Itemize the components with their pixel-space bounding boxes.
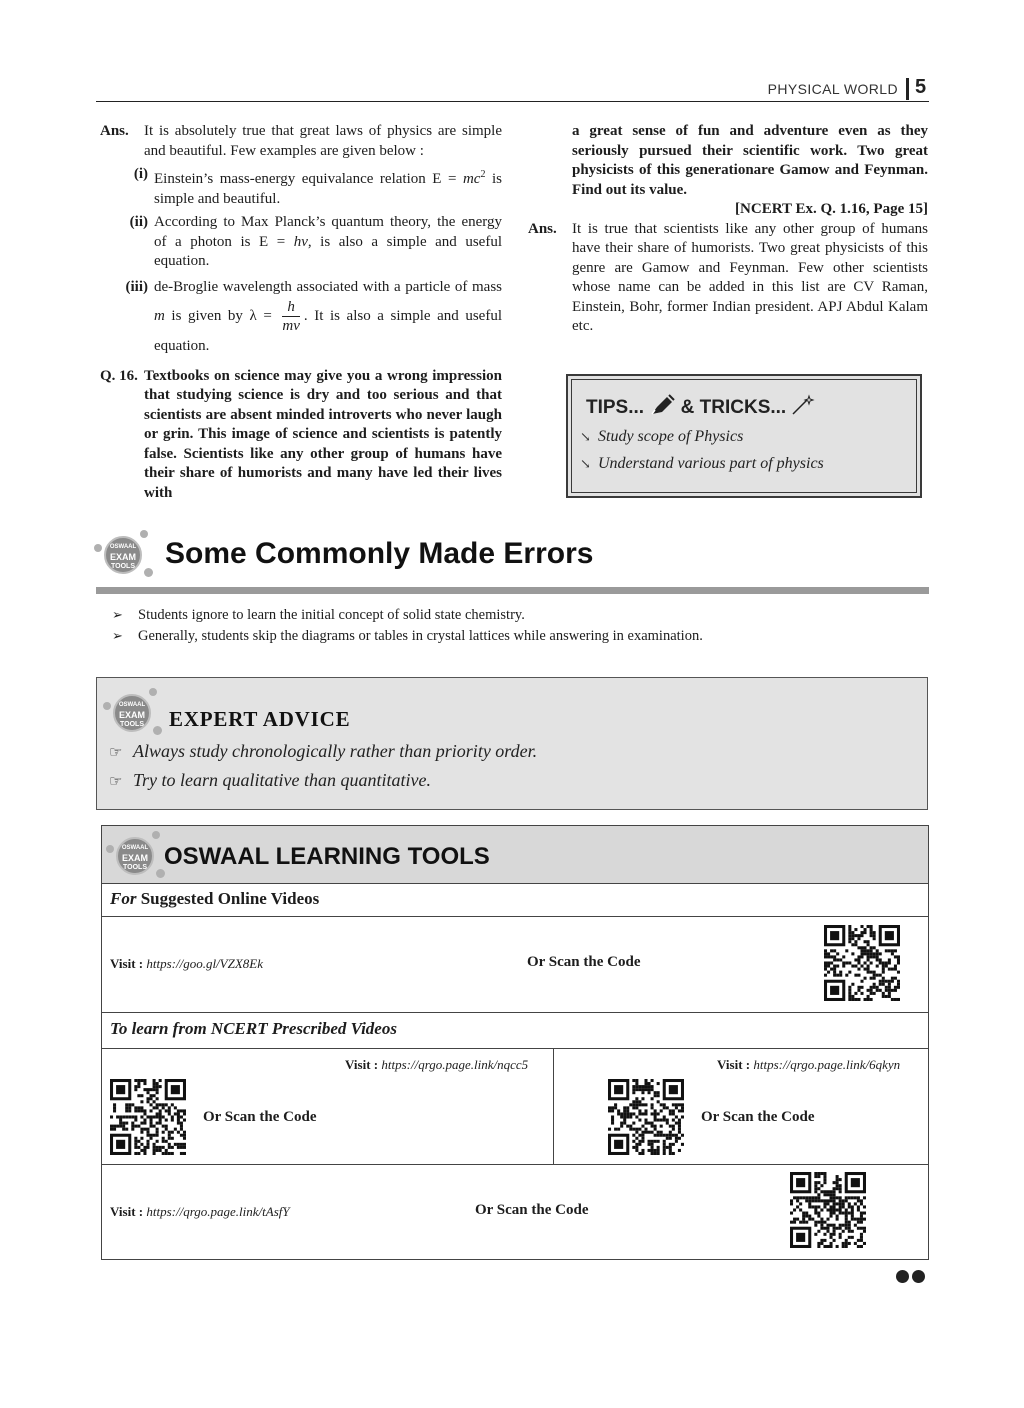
question-text: a great sense of fun and adventure even as they seriously pursued their scientific work. Two great physicists of this generationare Gamow and Feynman. Find out its value. bbox=[572, 123, 928, 198]
logo-text: OSWAAL bbox=[121, 845, 149, 851]
answer-text: It is true that scientists like any other group of humans have their share of humorists. Two great physicists of this genre are Gamow and Feynman. Few other scientists whose name can be added in this list are CV Raman, Einstein, Bohr, former Indian president. APJ Abdul Kalam etc. bbox=[572, 220, 928, 334]
right-column bbox=[528, 122, 928, 337]
header-rule bbox=[96, 101, 929, 102]
scan-code-label: Or Scan the Code bbox=[527, 954, 641, 970]
logo-text: EXAM bbox=[118, 710, 145, 720]
ncert-video-row-3 bbox=[102, 1165, 928, 1259]
logo-text: TOOLS bbox=[120, 721, 144, 728]
advice-item bbox=[109, 770, 431, 791]
visit-url[interactable]: https://goo.gl/VZX8Ek bbox=[146, 956, 263, 971]
visit-link[interactable] bbox=[110, 956, 263, 972]
ncert-videos-heading: To learn from NCERT Prescribed Videos bbox=[110, 1019, 397, 1038]
ncert-videos-row bbox=[102, 1049, 928, 1165]
error-item bbox=[112, 607, 525, 624]
sparkle-arrow-icon: ↘ bbox=[580, 429, 591, 444]
expert-advice-title: EXPERT ADVICE bbox=[169, 707, 351, 731]
visit-link[interactable] bbox=[110, 1204, 290, 1220]
logo-text: EXAM bbox=[121, 853, 148, 863]
answer-intro: It is absolutely true that great laws of physics are simple and beautiful. Few examples are given below : bbox=[144, 123, 502, 159]
visit-link[interactable] bbox=[717, 1057, 900, 1073]
learning-tools-table bbox=[101, 825, 929, 1260]
variable: m bbox=[154, 307, 165, 324]
left-column bbox=[100, 122, 502, 503]
cell-divider bbox=[553, 1049, 554, 1164]
online-videos-heading bbox=[102, 883, 928, 915]
qr-code-icon[interactable] bbox=[608, 1079, 684, 1155]
item-text: is given by λ = bbox=[164, 307, 279, 324]
dot-icon bbox=[912, 1270, 925, 1283]
online-videos-heading-row bbox=[102, 883, 928, 917]
fraction-numerator: h bbox=[282, 298, 300, 317]
item-text: de-Broglie wavelength associated with a particle of mass bbox=[154, 278, 502, 295]
answer-item bbox=[100, 213, 502, 272]
item-text: According to Max Planck’s quantum theory, the energy of a photon is E = bbox=[154, 214, 502, 250]
visit-url[interactable]: https://qrgo.page.link/6qkyn bbox=[753, 1057, 901, 1072]
scan-code-label: Or Scan the Code bbox=[203, 1109, 317, 1125]
fraction bbox=[282, 298, 300, 335]
online-videos-row bbox=[102, 917, 928, 1013]
qr-code-icon[interactable] bbox=[824, 925, 900, 1001]
item-label: (ii) bbox=[129, 214, 148, 230]
heading-prefix: For bbox=[110, 889, 137, 908]
tips-title bbox=[586, 394, 815, 419]
scan-code-label: Or Scan the Code bbox=[701, 1109, 815, 1125]
visit-label: Visit : bbox=[110, 1204, 144, 1219]
superscript: 2 bbox=[480, 169, 486, 180]
dot-icon bbox=[896, 1270, 909, 1283]
tip-text: Study scope of Physics bbox=[598, 428, 744, 445]
logo-text: OSWAAL bbox=[118, 702, 146, 708]
question-label: Q. 16. bbox=[100, 367, 138, 384]
tip-item bbox=[580, 455, 824, 473]
logo-text: EXAM bbox=[109, 552, 136, 562]
oswaal-exam-tools-logo bbox=[106, 831, 170, 881]
answer-item bbox=[100, 165, 502, 209]
pointing-hand-icon: ☞ bbox=[109, 774, 123, 790]
visit-link[interactable] bbox=[345, 1057, 528, 1073]
sparkle-arrow-icon: ↘ bbox=[580, 456, 591, 471]
running-header-title: PHYSICAL WORLD bbox=[767, 81, 898, 97]
expert-advice-box bbox=[96, 677, 928, 810]
item-text: is simple and beautiful. bbox=[154, 171, 502, 207]
item-text: . It is also a simple and useful equation. bbox=[154, 307, 502, 354]
tips-title-text: & TRICKS... bbox=[680, 397, 787, 418]
oswaal-exam-tools-logo bbox=[103, 688, 167, 738]
visit-label: Visit : bbox=[717, 1057, 751, 1072]
answer-label: Ans. bbox=[528, 220, 557, 237]
page-number: 5 bbox=[915, 76, 927, 98]
visit-label: Visit : bbox=[110, 956, 144, 971]
item-text: Einstein’s mass-energy equivalance relation E = bbox=[154, 171, 463, 187]
ncert-heading-row bbox=[102, 1013, 928, 1049]
header-separator bbox=[906, 78, 909, 100]
logo-text: OSWAAL bbox=[109, 544, 137, 550]
question-block bbox=[100, 367, 502, 504]
advice-text: Try to learn qualitative than quantitative. bbox=[133, 770, 431, 790]
answer-block bbox=[100, 122, 502, 161]
magic-wand-icon bbox=[791, 394, 815, 416]
tips-title-text: TIPS... bbox=[586, 397, 645, 418]
advice-item bbox=[109, 741, 537, 762]
oswaal-exam-tools-logo bbox=[94, 530, 158, 580]
answer-label: Ans. bbox=[100, 123, 129, 139]
visit-url[interactable]: https://qrgo.page.link/tAsfY bbox=[146, 1204, 290, 1219]
logo-text: TOOLS bbox=[123, 864, 147, 871]
section-rule bbox=[96, 587, 929, 594]
scan-code-label: Or Scan the Code bbox=[475, 1202, 589, 1218]
error-text: Students ignore to learn the initial concept of solid state chemistry. bbox=[138, 607, 525, 623]
arrow-bullet-icon: ➢ bbox=[112, 628, 123, 643]
learning-tools-header bbox=[102, 826, 928, 884]
question-text: Textbooks on science may give you a wrong impression that studying science is dry and too serious and that scientists are absent minded introverts who never laugh or grin. This image of science and scientists is patently false. Scientists like any other group of humans have their share of humorists and many have led their lives with bbox=[144, 367, 502, 501]
answer-block bbox=[528, 220, 928, 337]
fraction-denominator: mv bbox=[282, 317, 300, 334]
pointing-hand-icon: ☞ bbox=[109, 745, 123, 761]
item-label: (iii) bbox=[125, 278, 148, 295]
advice-text: Always study chronologically rather than priority order. bbox=[133, 741, 538, 761]
question-continuation bbox=[528, 122, 928, 200]
qr-code-icon[interactable] bbox=[790, 1172, 866, 1248]
error-text: Generally, students skip the diagrams or tables in crystal lattices while answering in examination. bbox=[138, 628, 703, 644]
learning-tools-title: OSWAAL LEARNING TOOLS bbox=[164, 843, 490, 870]
error-item bbox=[112, 628, 703, 645]
tip-text: Understand various part of physics bbox=[598, 455, 824, 472]
qr-code-icon[interactable] bbox=[110, 1079, 186, 1155]
visit-url[interactable]: https://qrgo.page.link/nqcc5 bbox=[381, 1057, 529, 1072]
arrow-bullet-icon: ➢ bbox=[112, 607, 123, 622]
tip-item bbox=[580, 428, 743, 446]
page-end-dots bbox=[896, 1270, 928, 1288]
visit-label: Visit : bbox=[345, 1057, 379, 1072]
heading-text: Suggested Online Videos bbox=[136, 889, 320, 908]
tips-box bbox=[566, 374, 922, 498]
errors-section-title: Some Commonly Made Errors bbox=[165, 537, 594, 570]
answer-item bbox=[100, 276, 502, 357]
logo-text: TOOLS bbox=[111, 563, 135, 570]
formula: hν bbox=[293, 233, 308, 250]
formula: mc bbox=[462, 171, 481, 187]
item-label: (i) bbox=[133, 166, 148, 182]
pen-icon bbox=[649, 394, 675, 416]
item-text: , is also a simple and useful equation. bbox=[154, 233, 503, 269]
ncert-reference: [NCERT Ex. Q. 1.16, Page 15] bbox=[735, 201, 928, 217]
